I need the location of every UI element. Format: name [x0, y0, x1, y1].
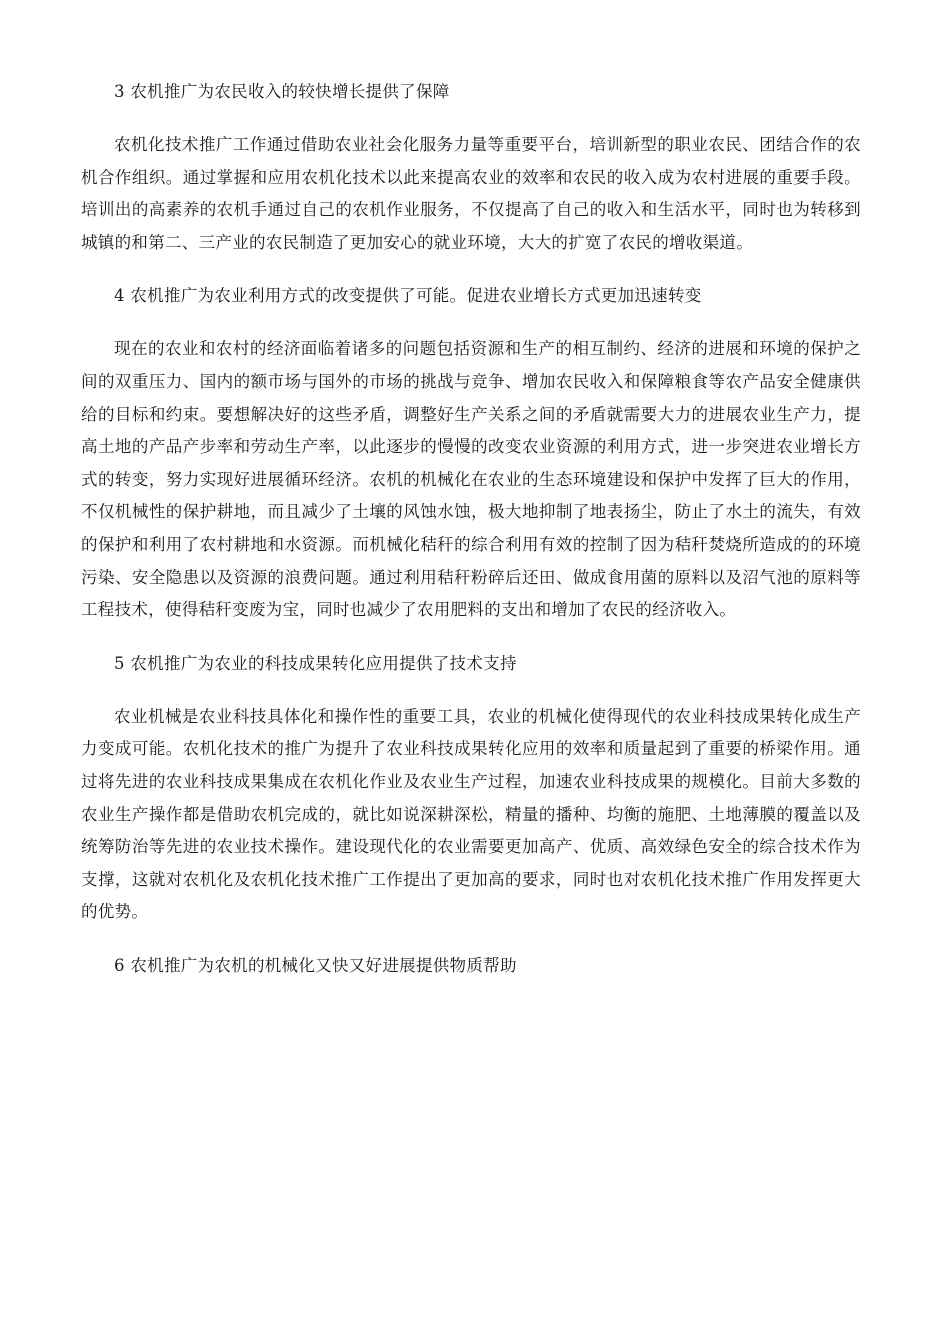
section-paragraph-4: 现在的农业和农村的经济面临着诸多的问题包括资源和生产的相互制约、经济的进展和环境的保护之间的双重压力、国内的额市场与国外的市场的挑战与竞争、增加农民收入和保障粮食等农产品安全健康供给的目标和约束。要想解决好的这些矛盾，调整好生产关系之间的矛盾就需要大力的进展农业生产力，提高土地的产品产步率和劳动生产率，以此逐步的慢慢的改变农业资源的利用方式，进一步突进农业增长方式的转变，努力实现好进展循环经济。农机的机械化在农业的生态环境建设和保护中发挥了巨大的作用，不仅机械性的保护耕地，而且减少了土壤的风蚀水蚀，极大地抑制了地表扬尘，防止了水土的流失，有效的保护和利用了农村耕地和水资源。而机械化秸秆的综合利用有效的控制了因为秸秆焚烧所造成的的环境污染、安全隐患以及资源的浪费问题。通过利用秸秆粉碎后还田、做成食用菌的原料以及沼气池的原料等工程技术，使得秸秆变废为宝，同时也减少了农用肥料的支出和增加了农民的经济收入。 [81, 339, 861, 620]
section-heading-3: 3 农机推广为农民收入的较快增长提供了保障 [114, 82, 450, 101]
section-heading-6: 6 农机推广为农机的机械化又快又好进展提供物质帮助 [114, 955, 517, 975]
section-heading-4: 4 农机推广为农业利用方式的改变提供了可能。促进农业增长方式更加迅速转变 [114, 286, 702, 306]
section-heading-5: 5 农机推广为农业的科技成果转化应用提供了技术支持 [114, 653, 517, 673]
section-paragraph-5: 农业机械是农业科技具体化和操作性的重要工具，农业的机械化使得现代的农业科技成果转化成生产力变成可能。农机化技术的推广为提升了农业科技成果转化应用的效率和质量起到了重要的桥梁作用。通过将先进的农业科技成果集成在农机化作业及农业生产过程，加速农业科技成果的规模化。目前大多数的农业生产操作都是借助农机完成的，就比如说深耕深松，精量的播种、均衡的施肥、土地薄膜的覆盖以及统筹防治等先进的农业技术操作。建设现代化的农业需要更加高产、优质、高效绿色安全的综合技术作为支撑，这就对农机化及农机化技术推广工作提出了更加高的要求，同时也对农机化技术推广作用发挥更大的优势。 [81, 706, 861, 922]
section-paragraph-3: 农机化技术推广工作通过借助农业社会化服务力量等重要平台，培训新型的职业农民、团结合作的农机合作组织。通过掌握和应用农机化技术以此来提高农业的效率和农民的收入成为农村进展的重要手段。培训出的高素养的农机手通过自己的农机作业服务，不仅提高了自己的收入和生活水平，同时也为转移到城镇的和第二、三产业的农民制造了更加安心的就业环境，大大的扩宽了农民的增收渠道。 [81, 135, 861, 252]
document-page [81, 76, 861, 1003]
